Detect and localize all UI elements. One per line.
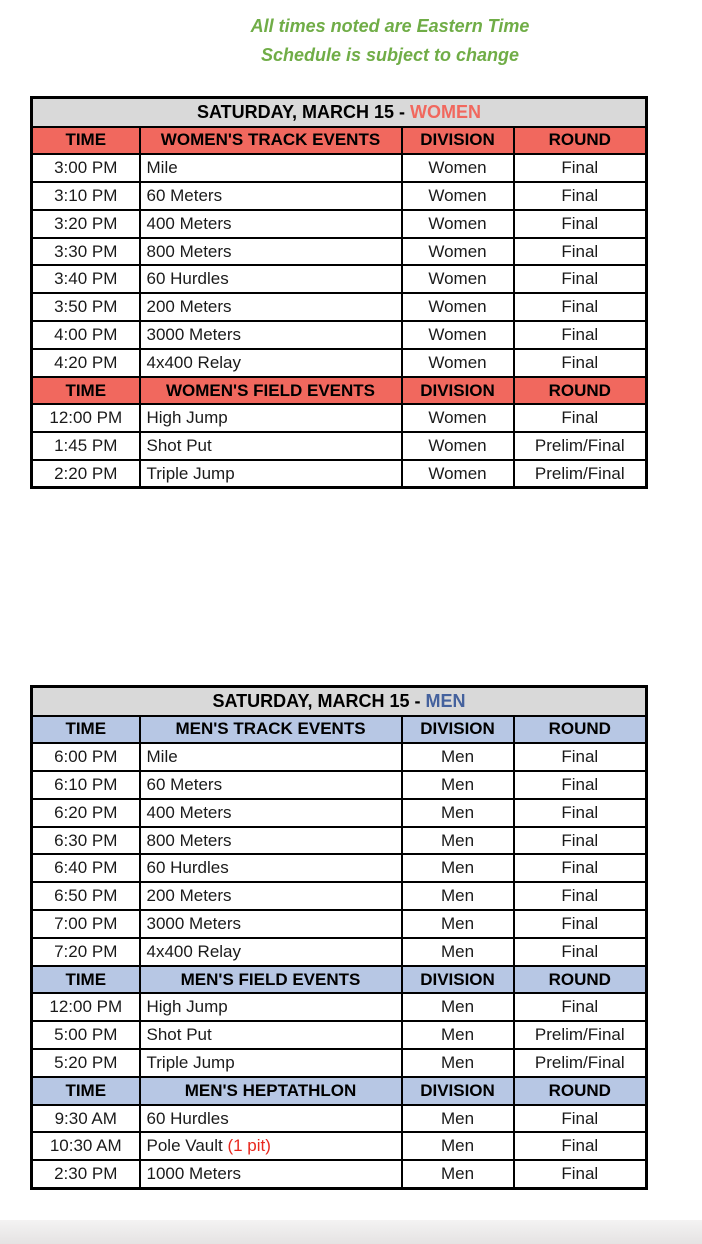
- time-cell: 7:20 PM: [32, 938, 140, 966]
- time-cell: 3:50 PM: [32, 293, 140, 321]
- women-table-title: [32, 98, 647, 127]
- division-cell: Men: [402, 827, 514, 855]
- round-cell: Final: [514, 154, 647, 182]
- event-cell: [140, 154, 402, 182]
- notice-line1: All times noted are Eastern Time: [250, 16, 530, 36]
- event-cell: [140, 993, 402, 1021]
- column-header: ROUND: [514, 1077, 647, 1105]
- column-header: DIVISION: [402, 377, 514, 405]
- time-cell: 5:00 PM: [32, 1021, 140, 1049]
- division-cell: Men: [402, 743, 514, 771]
- division-cell: Men: [402, 1105, 514, 1133]
- schedule-row: [32, 1021, 647, 1049]
- event-cell: [140, 404, 402, 432]
- time-cell: 3:40 PM: [32, 265, 140, 293]
- event-cell: [140, 854, 402, 882]
- column-header: MEN'S TRACK EVENTS: [140, 716, 402, 744]
- column-header: ROUND: [514, 377, 647, 405]
- schedule-row: [32, 1049, 647, 1077]
- column-header: ROUND: [514, 716, 647, 744]
- event-cell: [140, 238, 402, 266]
- event-name: 60 Meters: [146, 185, 223, 205]
- schedule-row: [32, 404, 647, 432]
- schedule-row: [32, 910, 647, 938]
- event-cell: [140, 827, 402, 855]
- column-header: DIVISION: [402, 716, 514, 744]
- column-header: WOMEN'S TRACK EVENTS: [140, 127, 402, 155]
- round-cell: Final: [514, 938, 647, 966]
- event-note: (1 pit): [222, 1136, 271, 1156]
- event-cell: [140, 771, 402, 799]
- column-header: MEN'S FIELD EVENTS: [140, 966, 402, 994]
- round-cell: Final: [514, 910, 647, 938]
- round-cell: Final: [514, 882, 647, 910]
- event-cell: [140, 1132, 402, 1160]
- schedule-row: [32, 993, 647, 1021]
- event-name: Triple Jump: [146, 463, 235, 483]
- division-cell: Women: [402, 321, 514, 349]
- round-cell: Final: [514, 771, 647, 799]
- schedule-row: [32, 799, 647, 827]
- division-cell: Men: [402, 771, 514, 799]
- division-cell: Men: [402, 1160, 514, 1188]
- schedule-row: [32, 238, 647, 266]
- time-cell: 1:45 PM: [32, 432, 140, 460]
- time-cell: 6:10 PM: [32, 771, 140, 799]
- round-cell: Final: [514, 238, 647, 266]
- women-title-row: [32, 98, 647, 127]
- event-name: 3000 Meters: [146, 324, 241, 344]
- event-cell: [140, 1049, 402, 1077]
- schedule-row: [32, 854, 647, 882]
- time-cell: 5:20 PM: [32, 1049, 140, 1077]
- division-cell: Women: [402, 460, 514, 488]
- section-header-row: [32, 716, 647, 744]
- schedule-row: [32, 349, 647, 377]
- event-cell: [140, 1021, 402, 1049]
- column-header: TIME: [32, 1077, 140, 1105]
- schedule-row: [32, 182, 647, 210]
- event-name: 4x400 Relay: [146, 352, 242, 372]
- notice-line2: Schedule is subject to change: [260, 45, 520, 65]
- time-cell: 12:00 PM: [32, 993, 140, 1021]
- division-cell: Women: [402, 349, 514, 377]
- event-name: 800 Meters: [146, 830, 232, 850]
- time-cell: 6:00 PM: [32, 743, 140, 771]
- schedule-row: [32, 210, 647, 238]
- section-header-row: [32, 966, 647, 994]
- round-cell: Final: [514, 827, 647, 855]
- event-cell: [140, 349, 402, 377]
- event-name: 4x400 Relay: [146, 941, 242, 961]
- title-prefix: SATURDAY, MARCH 15 -: [197, 101, 411, 122]
- division-cell: Women: [402, 404, 514, 432]
- men-title-row: [32, 687, 647, 716]
- bottom-gutter: [0, 1220, 702, 1244]
- event-name: 60 Meters: [146, 774, 223, 794]
- section-header-row: [32, 1077, 647, 1105]
- event-cell: [140, 210, 402, 238]
- division-cell: Men: [402, 1021, 514, 1049]
- schedule-row: [32, 1105, 647, 1133]
- column-header: DIVISION: [402, 127, 514, 155]
- section-header-row: [32, 377, 647, 405]
- division-cell: Women: [402, 432, 514, 460]
- column-header: TIME: [32, 716, 140, 744]
- schedule-row: [32, 882, 647, 910]
- round-cell: Final: [514, 293, 647, 321]
- column-header: ROUND: [514, 127, 647, 155]
- time-cell: 2:20 PM: [32, 460, 140, 488]
- event-cell: [140, 460, 402, 488]
- title-highlight: MEN: [425, 690, 466, 711]
- column-header: TIME: [32, 966, 140, 994]
- schedule-row: [32, 460, 647, 488]
- round-cell: Final: [514, 404, 647, 432]
- time-cell: 6:30 PM: [32, 827, 140, 855]
- event-name: Shot Put: [146, 436, 212, 456]
- column-header: WOMEN'S FIELD EVENTS: [140, 377, 402, 405]
- division-cell: Women: [402, 182, 514, 210]
- event-cell: [140, 938, 402, 966]
- division-cell: Women: [402, 293, 514, 321]
- time-cell: 3:30 PM: [32, 238, 140, 266]
- event-name: Shot Put: [146, 1025, 212, 1045]
- round-cell: Prelim/Final: [514, 1021, 647, 1049]
- time-cell: 2:30 PM: [32, 1160, 140, 1188]
- round-cell: Final: [514, 1105, 647, 1133]
- column-header: DIVISION: [402, 1077, 514, 1105]
- division-cell: Men: [402, 882, 514, 910]
- event-name: 60 Hurdles: [146, 1108, 229, 1128]
- time-cell: 4:20 PM: [32, 349, 140, 377]
- event-cell: [140, 265, 402, 293]
- time-cell: 3:10 PM: [32, 182, 140, 210]
- round-cell: Final: [514, 182, 647, 210]
- round-cell: Final: [514, 1160, 647, 1188]
- event-name: Mile: [146, 158, 178, 178]
- division-cell: Men: [402, 993, 514, 1021]
- event-cell: [140, 743, 402, 771]
- division-cell: Men: [402, 938, 514, 966]
- division-cell: Women: [402, 210, 514, 238]
- round-cell: Final: [514, 321, 647, 349]
- event-name: High Jump: [146, 408, 228, 428]
- schedule-row: [32, 1160, 647, 1188]
- time-cell: 6:40 PM: [32, 854, 140, 882]
- event-name: Mile: [146, 747, 178, 767]
- column-header: DIVISION: [402, 966, 514, 994]
- round-cell: Final: [514, 799, 647, 827]
- event-name: 3000 Meters: [146, 913, 241, 933]
- event-cell: [140, 1160, 402, 1188]
- schedule-row: [32, 743, 647, 771]
- schedule-row: [32, 293, 647, 321]
- division-cell: Men: [402, 799, 514, 827]
- event-name: 400 Meters: [146, 802, 232, 822]
- title-prefix: SATURDAY, MARCH 15 -: [212, 690, 426, 711]
- round-cell: Prelim/Final: [514, 432, 647, 460]
- division-cell: Women: [402, 154, 514, 182]
- schedule-row: [32, 827, 647, 855]
- division-cell: Women: [402, 238, 514, 266]
- round-cell: Final: [514, 210, 647, 238]
- event-name: 400 Meters: [146, 213, 232, 233]
- event-cell: [140, 293, 402, 321]
- title-highlight: WOMEN: [410, 101, 482, 122]
- schedule-row: [32, 265, 647, 293]
- round-cell: Final: [514, 854, 647, 882]
- column-header: TIME: [32, 377, 140, 405]
- round-cell: Final: [514, 743, 647, 771]
- event-name: 200 Meters: [146, 886, 232, 906]
- timezone-notice: [80, 12, 700, 70]
- men-schedule-table: [30, 685, 648, 1190]
- column-header: ROUND: [514, 966, 647, 994]
- time-cell: 10:30 AM: [32, 1132, 140, 1160]
- round-cell: Final: [514, 265, 647, 293]
- schedule-row: [32, 771, 647, 799]
- event-name: High Jump: [146, 997, 228, 1017]
- division-cell: Women: [402, 265, 514, 293]
- division-cell: Men: [402, 1049, 514, 1077]
- schedule-row: [32, 321, 647, 349]
- division-cell: Men: [402, 1132, 514, 1160]
- time-cell: 7:00 PM: [32, 910, 140, 938]
- event-name: 60 Hurdles: [146, 858, 229, 878]
- time-cell: 6:20 PM: [32, 799, 140, 827]
- round-cell: Prelim/Final: [514, 460, 647, 488]
- event-name: 200 Meters: [146, 297, 232, 317]
- round-cell: Final: [514, 993, 647, 1021]
- round-cell: Final: [514, 1132, 647, 1160]
- time-cell: 12:00 PM: [32, 404, 140, 432]
- time-cell: 9:30 AM: [32, 1105, 140, 1133]
- event-name: 800 Meters: [146, 241, 232, 261]
- time-cell: 4:00 PM: [32, 321, 140, 349]
- section-header-row: [32, 127, 647, 155]
- time-cell: 6:50 PM: [32, 882, 140, 910]
- schedule-row: [32, 432, 647, 460]
- schedule-row: [32, 1132, 647, 1160]
- event-name: 1000 Meters: [146, 1163, 241, 1183]
- division-cell: Men: [402, 854, 514, 882]
- event-name: Pole Vault: [146, 1136, 223, 1156]
- column-header: MEN'S HEPTATHLON: [140, 1077, 402, 1105]
- event-cell: [140, 910, 402, 938]
- time-cell: 3:20 PM: [32, 210, 140, 238]
- division-cell: Men: [402, 910, 514, 938]
- event-cell: [140, 799, 402, 827]
- event-cell: [140, 432, 402, 460]
- men-table-title: [32, 687, 647, 716]
- event-name: Triple Jump: [146, 1052, 235, 1072]
- event-cell: [140, 882, 402, 910]
- round-cell: Prelim/Final: [514, 1049, 647, 1077]
- schedule-row: [32, 938, 647, 966]
- time-cell: 3:00 PM: [32, 154, 140, 182]
- event-name: 60 Hurdles: [146, 269, 229, 289]
- women-schedule-table: [30, 96, 648, 489]
- event-cell: [140, 182, 402, 210]
- column-header: TIME: [32, 127, 140, 155]
- event-cell: [140, 1105, 402, 1133]
- event-cell: [140, 321, 402, 349]
- schedule-row: [32, 154, 647, 182]
- round-cell: Final: [514, 349, 647, 377]
